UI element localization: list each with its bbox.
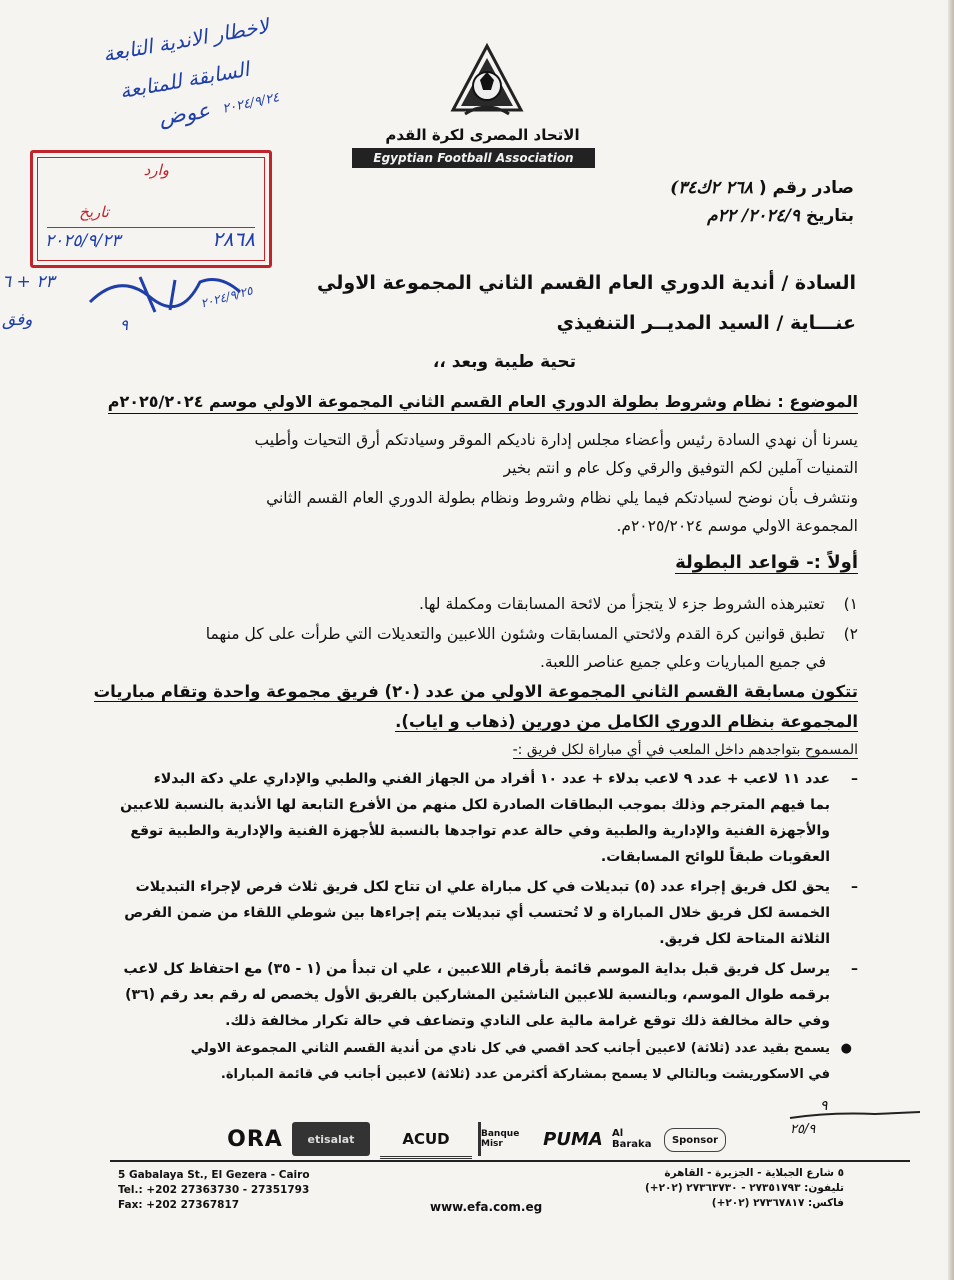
rule-item-2-cont: في جميع المباريات وعلي جميع عناصر اللعبة. — [539, 653, 826, 671]
footer-divider — [110, 1160, 910, 1162]
sponsor-etisalat: etisalat — [292, 1122, 370, 1156]
subject-line: الموضوع : نظام وشروط بطولة الدوري العام القسم الثاني المجموعة الاولي موسم ٢٠٢٥/٢٠٢٤م — [108, 392, 858, 414]
efa-logo — [447, 40, 527, 120]
rule-item-1 — [123, 590, 858, 618]
sponsor-al-baraka: Al Baraka — [612, 1128, 652, 1150]
p2-line-2: المجموعة الاولي موسم ٢٠٢٥/٢٠٢٤م. — [616, 517, 858, 535]
sponsor-ora: ORA — [227, 1126, 283, 1152]
handwritten-side-note-1: ٢٣ + ٦ — [2, 272, 55, 292]
sponsor-misc: Sponsor — [664, 1128, 726, 1152]
address-ar-line-2: تليفون: ٢٧٣٥١٧٩٣ - ٢٧٣٦٣٧٣٠ (٢٠٢+) — [644, 1182, 844, 1194]
allowed-heading: المسموح بتواجدهم داخل الملعب في أي مباراة لكل فريق :- — [512, 742, 858, 758]
footer-address-ar — [645, 1166, 844, 1211]
b1-line-4: العقوبات طبقاً للوائح المسابقات. — [600, 849, 830, 865]
paragraph-2 — [123, 484, 858, 540]
issued-number-row — [670, 178, 854, 198]
dash-bullet-icon: – — [851, 771, 858, 787]
issued-date-row — [707, 206, 854, 226]
composition-line-2: المجموعة بنظام الدوري الكامل من دورين (ذهاب و اياب). — [395, 712, 858, 731]
b4-line-2: في الاسكوريشت وبالتالي لا يسمح بمشاركة أكثرمن عدد (ثلاثة) لاعبين أجانب في قائمة المباراة. — [220, 1067, 830, 1082]
efa-emblem-icon — [447, 40, 527, 120]
b2-line-3: الثلاثة المتاحة لكل فريق. — [659, 931, 830, 947]
address-ar-line-1: ٥ شارع الجبلاية - الجزيرة - القاهرة — [664, 1167, 844, 1179]
handwritten-line-3: عوض — [157, 98, 212, 131]
address-en-line-1: 5 Gabalaya St., El Gezera - Cairo — [118, 1169, 310, 1181]
p2-line-1: ونتشرف بأن نوضح لسيادتكم فيما يلي نظام وشروط ونظام بطولة الدوري العام القسم الثاني — [266, 489, 858, 507]
rule-item-2-num: ٢) — [843, 625, 858, 643]
stamp-label-top: وارد — [143, 161, 169, 179]
handwritten-side-note-2: وفق — [2, 310, 33, 330]
bullet-3 — [123, 956, 858, 1034]
sponsor-banque-misr: Banque Misr — [478, 1122, 539, 1156]
addressee-line-2: عنـــاية / السيد المديــر التنفيذي — [556, 312, 856, 334]
handwritten-line-2: السابقة للمتابعة — [118, 56, 252, 104]
b3-line-3: وفي حالة مخالفة ذلك توقع غرامة مالية على النادي وتضاعف في حالة تكرار مخالفة ذلك. — [225, 1013, 830, 1029]
composition-line-1: تتكون مسابقة القسم الثاني المجموعة الاولي من عدد (٢٠) فريق مجموعة واحدة وتقام مباريات — [93, 682, 858, 701]
b1-line-2: بما فيهم المترجم وذلك بموجب البطاقات الصادرة لكل منهم من الأفرع التابعة لها الأندية بالنسبة للاعبين — [120, 797, 830, 813]
b1-line-1: عدد ١١ لاعب + عدد ٩ لاعب بدلاء + عدد ١٠ أفراد من الجهاز الفني والطبي والإداري علي دكة البدلاء — [153, 771, 830, 787]
issued-label: صادر رقم ( — [758, 178, 854, 198]
rule-item-2-text: تطبق قوانين كرة القدم ولائحتي المسابقات وشئون اللاعبين والتعديلات التي طرأت على كل منهما — [205, 625, 825, 643]
handwritten-note-top — [20, 10, 300, 140]
bullet-4 — [128, 1036, 858, 1088]
dash-bullet-icon: – — [851, 961, 858, 977]
b2-line-1: يحق لكل فريق إجراء عدد (٥) تبديلات في كل مباراة علي ان تتاح لكل فريق ثلاث فرص لإجراء التبديلات — [135, 879, 830, 895]
handwritten-side-date: ٢٠٢٤/٩/٢٥ — [199, 283, 255, 311]
rule-item-1-num: ١) — [843, 595, 858, 613]
bullet-2 — [124, 874, 858, 952]
handwritten-date: ٢٠٢٤/٩/٢٤ — [221, 90, 281, 117]
page-edge — [948, 0, 954, 1280]
issued-number: ٢٦٨ ٢ك٣٤) — [670, 178, 753, 198]
sponsor-puma: PUMA — [543, 1128, 603, 1150]
addressee-line-1: السادة / أندية الدوري العام القسم الثاني المجموعة الاولي — [317, 272, 856, 294]
handwritten-side-num: ٩ — [120, 316, 129, 334]
section-1-heading: أولاً :- قواعد البطولة — [675, 552, 858, 573]
stamp-reg-date: ٢٠٢٥/٩/٢٣ — [45, 231, 121, 251]
handwritten-signature — [80, 262, 260, 342]
p1-line-1: يسرنا أن نهدي السادة رئيس وأعضاء مجلس إدارة ناديكم الموقر وسيادتكم أرق التحيات وأطيب — [254, 431, 858, 449]
rule-item-2 — [123, 620, 858, 648]
footer-website[interactable]: www.efa.com.eg — [430, 1200, 543, 1214]
footer-address-en — [118, 1168, 310, 1213]
rule-item-1-text: تعتبرهذه الشروط جزء لا يتجزأ من لائحة المسابقات ومكملة لها. — [419, 595, 825, 613]
b2-line-2: الخمسة لكل فريق خلال المباراة و لا تُحتسب أي تبديلات يتم إجراءها بين شوطي اللقاء من ضمن الفرص — [124, 905, 830, 921]
address-en-line-3: Fax: +202 27367817 — [118, 1199, 240, 1211]
b3-line-2: برقمه طوال الموسم، وبالنسبة للاعبين الناشئين المشاركين بالفريق الأول يخصص له رقم بعد رقم (٣٦) — [125, 987, 830, 1003]
handwritten-line-1: لاخطار الاندية التابعة — [101, 13, 271, 67]
received-stamp — [30, 150, 272, 268]
bottom-initials — [780, 1098, 930, 1148]
p1-line-2: التمنيات آملين لكم التوفيق والرقي وكل عام و انتم بخير — [503, 459, 858, 477]
paragraph-1 — [123, 426, 858, 482]
address-en-line-2: Tel.: +202 27363730 - 27351793 — [118, 1184, 310, 1196]
b3-line-1: يرسل كل فريق قبل بداية الموسم قائمة بأرقام اللاعبين ، علي ان تبدأ من (١ - ٣٥) مع احتفاظ كل لاعب — [123, 961, 830, 977]
b4-line-1: يسمح بقيد عدد (ثلاثة) لاعبين أجانب كحد اقصي في كل نادي من أندية القسم الثاني المجموعة الاولي — [190, 1041, 830, 1056]
org-name-ar: الاتحاد المصرى لكرة القدم — [385, 126, 580, 144]
stamp-label-date: تاريخ — [79, 203, 109, 221]
sponsor-acud: ACUD — [380, 1122, 472, 1159]
bottom-note-num: ٩ — [820, 1098, 828, 1114]
bullet-1 — [120, 766, 858, 870]
org-name-en: Egyptian Football Association — [352, 148, 595, 168]
address-ar-line-3: فاكس: ٢٧٣٦٧٨١٧ (٢٠٢+) — [711, 1197, 844, 1209]
dash-bullet-icon: – — [851, 879, 858, 895]
round-bullet-icon: ● — [840, 1041, 852, 1056]
bottom-note-date: ٢٥/٩ — [790, 1122, 816, 1137]
greeting: تحية طيبة وبعد ،، — [432, 352, 576, 372]
stamp-reg-number: ٢٨٦٨ — [212, 227, 255, 251]
date-label: بتاريخ — [805, 206, 854, 226]
issued-date: ٢٠٢٤/٩/ ٢٢م — [707, 206, 800, 226]
b1-line-3: والأجهزة الفنية والإدارية والطبية وفي حالة عدم تواجدها بالنسبة للأجهزة الفنية والإدارية والطبية توقع — [130, 823, 830, 839]
